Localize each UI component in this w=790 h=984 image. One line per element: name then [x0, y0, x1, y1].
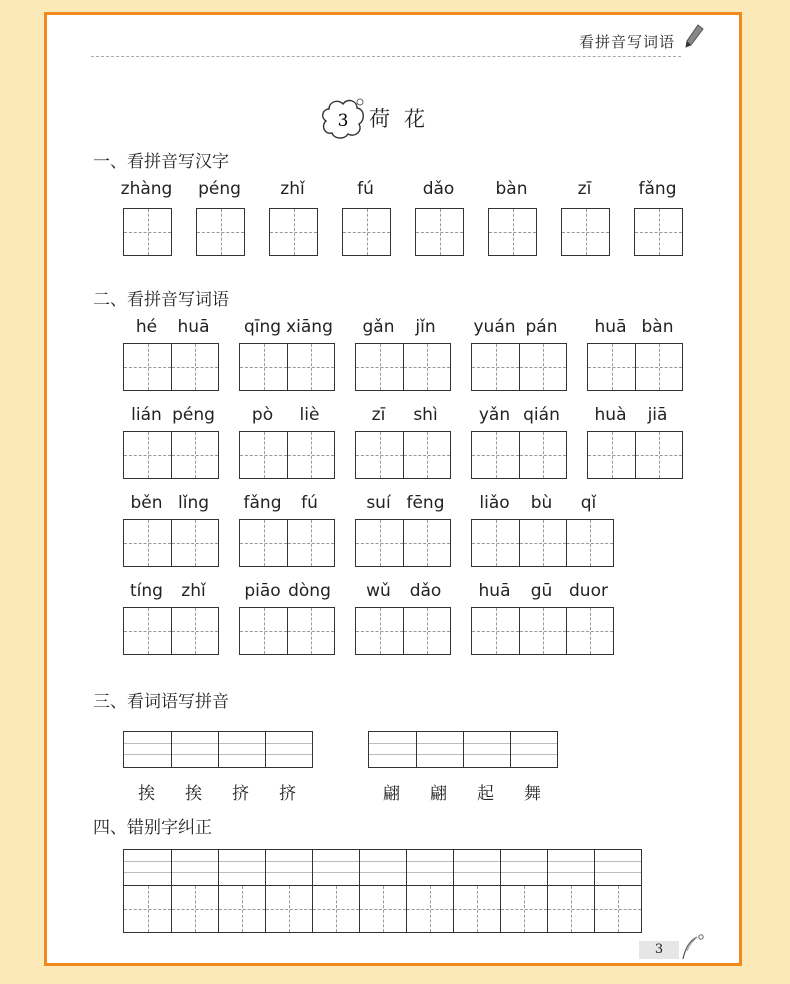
- writing-cell: [562, 209, 609, 255]
- writing-cell: [124, 344, 171, 390]
- pinyin-writing-grid[interactable]: [368, 731, 558, 768]
- word-box[interactable]: [471, 519, 614, 567]
- pinyin-cell: [594, 850, 641, 885]
- writing-cell: [240, 432, 287, 478]
- hanzi-box[interactable]: [269, 208, 318, 256]
- writing-cell: [635, 344, 682, 390]
- writing-cell: [171, 520, 218, 566]
- header-divider: [91, 56, 681, 57]
- pinyin-label: dòng: [288, 581, 331, 601]
- writing-cell: [472, 432, 519, 478]
- pinyin-label: jiā: [647, 405, 668, 425]
- word-box[interactable]: [355, 519, 451, 567]
- hanzi-label: 舞: [524, 784, 541, 804]
- pinyin-label: běn: [130, 493, 163, 513]
- writing-cell: [218, 886, 265, 932]
- pinyin-writing-grid[interactable]: [123, 731, 313, 768]
- word-box[interactable]: [471, 607, 614, 655]
- pinyin-label: jǐn: [415, 317, 436, 337]
- hanzi-box[interactable]: [488, 208, 537, 256]
- writing-cell: [124, 886, 171, 932]
- writing-cell: [594, 886, 641, 932]
- pinyin-label: bàn: [495, 179, 528, 199]
- pinyin-label: qīng: [243, 317, 282, 337]
- writing-cell: [519, 608, 566, 654]
- writing-cell: [519, 432, 566, 478]
- writing-cell: [124, 608, 171, 654]
- word-box[interactable]: [123, 431, 219, 479]
- writing-cell: [240, 520, 287, 566]
- writing-cell: [547, 886, 594, 932]
- writing-cell: [356, 608, 403, 654]
- pinyin-label: tíng: [130, 581, 163, 601]
- writing-cell: [472, 608, 519, 654]
- writing-cell: [635, 432, 682, 478]
- pinyin-label: zhàng: [120, 179, 173, 199]
- writing-cell: [270, 209, 317, 255]
- writing-cell: [356, 520, 403, 566]
- pinyin-label: dǎo: [422, 179, 455, 199]
- pinyin-label: liǎo: [479, 493, 510, 513]
- hanzi-label: 起: [477, 784, 494, 804]
- writing-cell: [287, 520, 334, 566]
- writing-cell: [416, 209, 463, 255]
- word-box[interactable]: [355, 431, 451, 479]
- pinyin-cell: [463, 732, 510, 767]
- pinyin-label: hé: [135, 317, 158, 337]
- pinyin-label: péng: [172, 405, 215, 425]
- header-title: 看拼音写词语: [578, 33, 675, 51]
- word-box[interactable]: [239, 607, 335, 655]
- pinyin-cell: [406, 850, 453, 885]
- hanzi-label: 挤: [232, 784, 249, 804]
- pinyin-cell: [510, 732, 557, 767]
- hanzi-label: 挤: [279, 784, 296, 804]
- pinyin-cell: [171, 850, 218, 885]
- writing-cell: [453, 886, 500, 932]
- pinyin-label: lǐng: [177, 493, 210, 513]
- hanzi-box[interactable]: [415, 208, 464, 256]
- hanzi-box[interactable]: [561, 208, 610, 256]
- pinyin-label: bù: [530, 493, 553, 513]
- writing-cell: [406, 886, 453, 932]
- pinyin-label: huā: [177, 317, 210, 337]
- writing-cell: [312, 886, 359, 932]
- writing-cell: [356, 432, 403, 478]
- writing-cell: [171, 432, 218, 478]
- writing-cell: [403, 432, 450, 478]
- section4-title: 四、错别字纠正: [93, 818, 212, 838]
- word-box[interactable]: [239, 519, 335, 567]
- writing-cell: [124, 209, 171, 255]
- pencil-icon: [683, 23, 705, 49]
- writing-cell: [635, 209, 682, 255]
- pinyin-label: huā: [478, 581, 511, 601]
- writing-cell: [287, 432, 334, 478]
- pinyin-label: fēng: [406, 493, 445, 513]
- correction-pinyin-row: [124, 850, 641, 885]
- pinyin-label: zī: [371, 405, 386, 425]
- pinyin-label: huā: [594, 317, 627, 337]
- worksheet-page: [44, 12, 742, 966]
- lesson-number-badge: [319, 97, 367, 141]
- writing-cell: [403, 520, 450, 566]
- writing-cell: [356, 344, 403, 390]
- pinyin-label: duor: [569, 581, 608, 601]
- section2-title: 二、看拼音写词语: [93, 290, 229, 310]
- pinyin-cell: [265, 850, 312, 885]
- pinyin-label: fú: [301, 493, 318, 513]
- pinyin-cell: [312, 850, 359, 885]
- pinyin-cell: [171, 732, 218, 767]
- writing-cell: [472, 520, 519, 566]
- pinyin-cell: [124, 850, 171, 885]
- pinyin-label: gǎn: [362, 317, 395, 337]
- hanzi-box[interactable]: [123, 208, 172, 256]
- pinyin-label: zī: [577, 179, 592, 199]
- pinyin-label: fǎng: [243, 493, 282, 513]
- writing-cell: [171, 608, 218, 654]
- writing-cell: [265, 886, 312, 932]
- hanzi-box[interactable]: [634, 208, 683, 256]
- pinyin-label: pán: [525, 317, 558, 337]
- writing-cell: [403, 344, 450, 390]
- writing-cell: [171, 886, 218, 932]
- writing-cell: [489, 209, 536, 255]
- writing-cell: [403, 608, 450, 654]
- pinyin-label: qǐ: [580, 493, 597, 513]
- pinyin-label: fú: [357, 179, 374, 199]
- pinyin-cell: [416, 732, 463, 767]
- pinyin-cell: [547, 850, 594, 885]
- word-box[interactable]: [123, 607, 219, 655]
- pinyin-cell: [500, 850, 547, 885]
- word-box[interactable]: [123, 343, 219, 391]
- pinyin-label: gū: [530, 581, 553, 601]
- pinyin-cell: [359, 850, 406, 885]
- page-number: 3: [639, 941, 679, 959]
- writing-cell: [171, 344, 218, 390]
- writing-cell: [472, 344, 519, 390]
- feather-decoration-icon: [679, 933, 705, 961]
- pinyin-label: péng: [198, 179, 241, 199]
- writing-cell: [359, 886, 406, 932]
- writing-cell: [566, 608, 613, 654]
- writing-cell: [588, 432, 635, 478]
- writing-cell: [240, 344, 287, 390]
- writing-cell: [343, 209, 390, 255]
- writing-cell: [588, 344, 635, 390]
- word-box[interactable]: [239, 343, 335, 391]
- hanzi-label: 翩: [383, 784, 400, 804]
- pinyin-label: shì: [413, 405, 438, 425]
- pinyin-label: wǔ: [366, 581, 391, 601]
- correction-hanzi-row: [124, 885, 641, 932]
- writing-cell: [287, 344, 334, 390]
- pinyin-cell: [265, 732, 312, 767]
- word-box[interactable]: [355, 343, 451, 391]
- writing-cell: [566, 520, 613, 566]
- correction-grid[interactable]: [123, 849, 642, 933]
- pinyin-label: huà: [594, 405, 627, 425]
- hanzi-box[interactable]: [342, 208, 391, 256]
- writing-cell: [519, 344, 566, 390]
- pinyin-label: piāo: [244, 581, 281, 601]
- hanzi-label: 翩: [430, 784, 447, 804]
- writing-cell: [124, 432, 171, 478]
- word-box[interactable]: [587, 431, 683, 479]
- lesson-number: 3: [337, 111, 349, 131]
- pinyin-cell: [453, 850, 500, 885]
- pinyin-label: qián: [523, 405, 560, 425]
- word-box[interactable]: [355, 607, 451, 655]
- word-box[interactable]: [471, 431, 567, 479]
- lesson-title: 荷花: [369, 107, 439, 131]
- pinyin-label: suí: [366, 493, 391, 513]
- pinyin-label: zhǐ: [280, 179, 305, 199]
- hanzi-label: 挨: [138, 784, 155, 804]
- pinyin-label: fǎng: [638, 179, 677, 199]
- pinyin-label: lián: [131, 405, 162, 425]
- section3-title: 三、看词语写拼音: [93, 692, 229, 712]
- pinyin-label: pò: [251, 405, 274, 425]
- pinyin-cell: [218, 850, 265, 885]
- writing-cell: [197, 209, 244, 255]
- writing-cell: [287, 608, 334, 654]
- pinyin-label: dǎo: [409, 581, 442, 601]
- word-box[interactable]: [239, 431, 335, 479]
- pinyin-cell: [218, 732, 265, 767]
- word-box[interactable]: [587, 343, 683, 391]
- word-box[interactable]: [471, 343, 567, 391]
- pinyin-cell: [369, 732, 416, 767]
- writing-cell: [124, 520, 171, 566]
- pinyin-label: zhǐ: [181, 581, 206, 601]
- section1-title: 一、看拼音写汉字: [93, 152, 229, 172]
- writing-cell: [500, 886, 547, 932]
- hanzi-box[interactable]: [196, 208, 245, 256]
- pinyin-label: yuán: [473, 317, 516, 337]
- word-box[interactable]: [123, 519, 219, 567]
- pinyin-label: xiāng: [286, 317, 333, 337]
- hanzi-label: 挨: [185, 784, 202, 804]
- writing-cell: [240, 608, 287, 654]
- pinyin-cell: [124, 732, 171, 767]
- pinyin-label: yǎn: [478, 405, 511, 425]
- pinyin-label: bàn: [641, 317, 674, 337]
- pinyin-label: liè: [299, 405, 320, 425]
- writing-cell: [519, 520, 566, 566]
